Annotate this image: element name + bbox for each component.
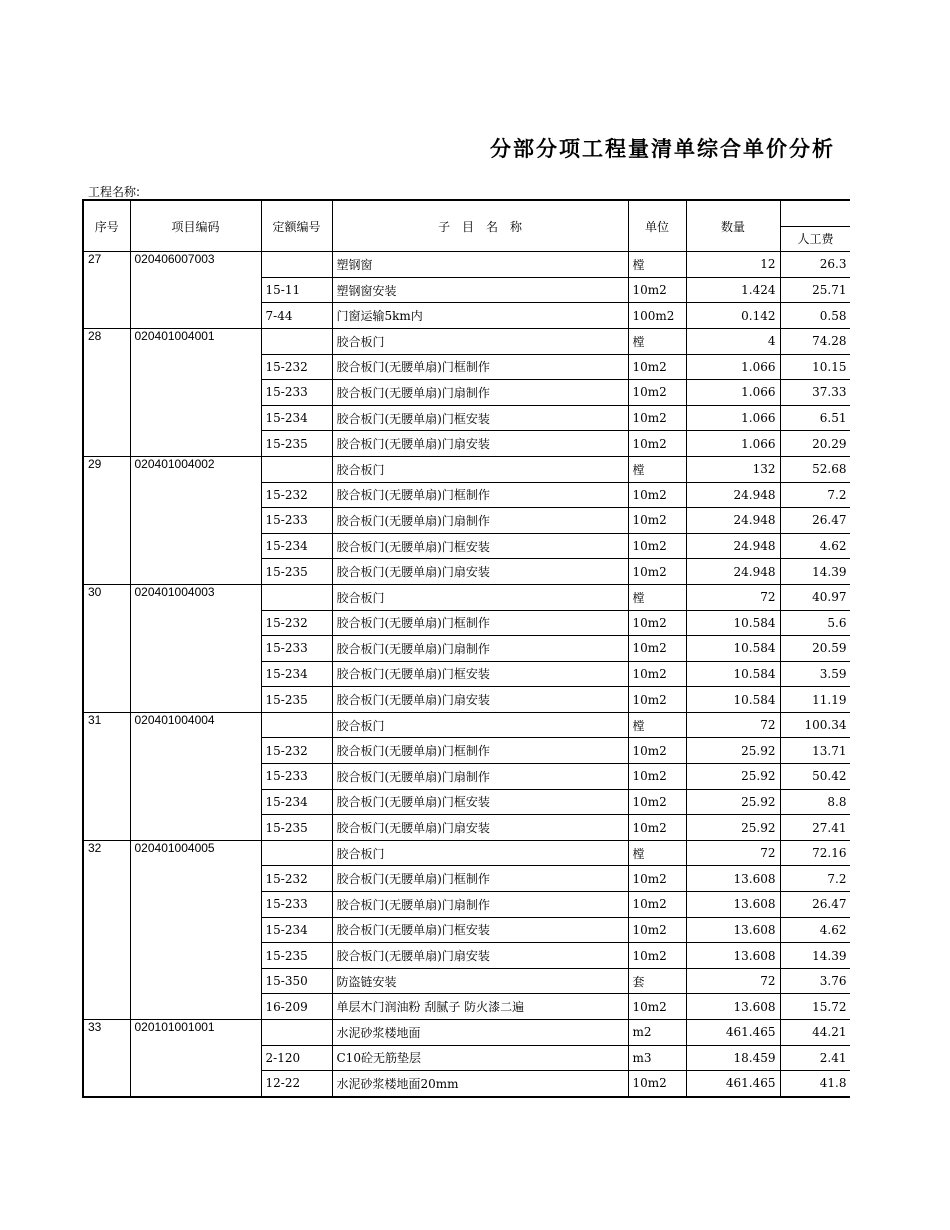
header-seq: 序号	[83, 200, 130, 252]
header-item-code: 项目编码	[130, 200, 261, 252]
cell-name: C10砼无筋垫层	[332, 1045, 628, 1071]
cell-quota-code: 7-44	[261, 303, 332, 329]
cell-seq: 28	[83, 328, 130, 456]
cell-qty: 13.608	[686, 917, 780, 943]
cell-seq: 30	[83, 584, 130, 712]
cell-name: 胶合板门(无腰单扇)门扇制作	[332, 764, 628, 790]
cell-unit: 10m2	[628, 815, 686, 841]
header-cost-group	[780, 200, 850, 226]
cell-item-code: 020406007003	[130, 252, 261, 329]
cell-qty: 1.424	[686, 277, 780, 303]
cell-name: 胶合板门(无腰单扇)门扇安装	[332, 687, 628, 713]
cell-quota-code	[261, 252, 332, 278]
cell-seq: 33	[83, 1020, 130, 1097]
cell-item-code: 020401004002	[130, 456, 261, 584]
page-title: 分部分项工程量清单综合单价分析	[490, 136, 835, 161]
table-row	[83, 456, 850, 482]
cell-qty: 10.584	[686, 610, 780, 636]
cell-labor: 27.41	[780, 815, 850, 841]
cell-unit: 樘	[628, 328, 686, 354]
cell-unit: 樘	[628, 584, 686, 610]
cell-qty: 25.92	[686, 815, 780, 841]
cell-qty: 72	[686, 968, 780, 994]
cell-qty: 72	[686, 712, 780, 738]
cell-quota-code: 16-209	[261, 994, 332, 1020]
cell-quota-code: 15-350	[261, 968, 332, 994]
cell-name: 胶合板门(无腰单扇)门框制作	[332, 738, 628, 764]
cell-quota-code: 15-232	[261, 866, 332, 892]
cell-name: 胶合板门(无腰单扇)门扇制作	[332, 508, 628, 534]
project-name-label: 工程名称:	[88, 185, 141, 199]
cell-qty: 10.584	[686, 687, 780, 713]
header-name: 子 目 名 称	[332, 200, 628, 252]
cell-quota-code: 15-232	[261, 610, 332, 636]
analysis-table-viewport	[82, 199, 850, 1098]
cell-quota-code	[261, 712, 332, 738]
cell-labor: 14.39	[780, 943, 850, 969]
cell-name: 胶合板门(无腰单扇)门框安装	[332, 661, 628, 687]
cell-quota-code: 15-233	[261, 764, 332, 790]
cell-labor: 37.33	[780, 380, 850, 406]
cell-labor: 44.21	[780, 1020, 850, 1046]
cell-name: 胶合板门(无腰单扇)门框安装	[332, 789, 628, 815]
cell-unit: 10m2	[628, 764, 686, 790]
cell-quota-code: 15-234	[261, 405, 332, 431]
cell-quota-code: 15-233	[261, 508, 332, 534]
cell-labor: 4.62	[780, 533, 850, 559]
cell-labor: 14.39	[780, 559, 850, 585]
cell-unit: 10m2	[628, 943, 686, 969]
cell-name: 塑钢窗安装	[332, 277, 628, 303]
cell-name: 单层木门润油粉 刮腻子 防火漆二遍	[332, 994, 628, 1020]
cell-seq: 27	[83, 252, 130, 329]
cell-qty: 13.608	[686, 892, 780, 918]
cell-qty: 461.465	[686, 1020, 780, 1046]
table-row	[83, 584, 850, 610]
cell-name: 胶合板门(无腰单扇)门框安装	[332, 917, 628, 943]
cell-name: 水泥砂浆楼地面20mm	[332, 1071, 628, 1097]
cell-quota-code: 15-11	[261, 277, 332, 303]
cell-labor: 20.29	[780, 431, 850, 457]
cell-name: 胶合板门(无腰单扇)门框制作	[332, 610, 628, 636]
cell-quota-code: 15-232	[261, 482, 332, 508]
cell-quota-code: 2-120	[261, 1045, 332, 1071]
cell-name: 胶合板门	[332, 840, 628, 866]
cell-unit: 10m2	[628, 917, 686, 943]
cell-unit: 樘	[628, 456, 686, 482]
cell-unit: 樘	[628, 712, 686, 738]
cell-name: 胶合板门(无腰单扇)门扇制作	[332, 636, 628, 662]
cell-name: 胶合板门(无腰单扇)门扇制作	[332, 380, 628, 406]
cell-qty: 72	[686, 584, 780, 610]
cell-qty: 461.465	[686, 1071, 780, 1097]
cell-qty: 13.608	[686, 866, 780, 892]
cell-seq: 29	[83, 456, 130, 584]
cell-name: 胶合板门	[332, 584, 628, 610]
cell-labor: 50.42	[780, 764, 850, 790]
cell-seq: 31	[83, 712, 130, 840]
cell-labor: 25.71	[780, 277, 850, 303]
cell-unit: 10m2	[628, 687, 686, 713]
cell-quota-code: 12-22	[261, 1071, 332, 1097]
cell-quota-code: 15-235	[261, 687, 332, 713]
cell-qty: 10.584	[686, 661, 780, 687]
cell-quota-code: 15-232	[261, 354, 332, 380]
cell-labor: 4.62	[780, 917, 850, 943]
cell-name: 胶合板门	[332, 328, 628, 354]
cell-unit: 10m2	[628, 380, 686, 406]
cell-qty: 25.92	[686, 738, 780, 764]
cell-name: 胶合板门(无腰单扇)门扇安装	[332, 431, 628, 457]
cell-unit: 套	[628, 968, 686, 994]
cell-qty: 24.948	[686, 533, 780, 559]
cell-qty: 12	[686, 252, 780, 278]
cell-labor: 100.34	[780, 712, 850, 738]
cell-name: 塑钢窗	[332, 252, 628, 278]
cell-labor: 3.59	[780, 661, 850, 687]
cell-labor: 20.59	[780, 636, 850, 662]
cell-item-code: 020401004003	[130, 584, 261, 712]
cell-unit: 10m2	[628, 636, 686, 662]
cell-qty: 10.584	[686, 636, 780, 662]
cell-unit: 10m2	[628, 533, 686, 559]
cell-unit: 10m2	[628, 354, 686, 380]
cell-seq: 32	[83, 840, 130, 1019]
cell-quota-code	[261, 584, 332, 610]
cell-qty: 1.066	[686, 380, 780, 406]
cell-unit: 10m2	[628, 661, 686, 687]
cell-qty: 18.459	[686, 1045, 780, 1071]
cell-labor: 26.3	[780, 252, 850, 278]
cell-qty: 132	[686, 456, 780, 482]
cell-quota-code: 15-233	[261, 892, 332, 918]
cell-qty: 24.948	[686, 559, 780, 585]
cell-name: 胶合板门(无腰单扇)门扇安装	[332, 559, 628, 585]
cell-unit: 10m2	[628, 482, 686, 508]
cell-qty: 13.608	[686, 994, 780, 1020]
cell-name: 胶合板门	[332, 456, 628, 482]
cell-qty: 25.92	[686, 789, 780, 815]
cell-item-code: 020101001001	[130, 1020, 261, 1097]
table-body	[83, 252, 850, 1097]
cell-unit: 10m2	[628, 994, 686, 1020]
table-row	[83, 840, 850, 866]
header-quota-code: 定额编号	[261, 200, 332, 252]
cell-labor: 10.15	[780, 354, 850, 380]
cell-labor: 7.2	[780, 866, 850, 892]
cell-labor: 13.71	[780, 738, 850, 764]
cell-quota-code: 15-233	[261, 380, 332, 406]
cell-item-code: 020401004004	[130, 712, 261, 840]
cell-unit: 10m2	[628, 405, 686, 431]
cell-unit: 樘	[628, 252, 686, 278]
cell-qty: 13.608	[686, 943, 780, 969]
cell-labor: 6.51	[780, 405, 850, 431]
cell-unit: 10m2	[628, 559, 686, 585]
cell-quota-code: 15-234	[261, 917, 332, 943]
cell-quota-code: 15-235	[261, 943, 332, 969]
cell-qty: 1.066	[686, 405, 780, 431]
cell-name: 胶合板门(无腰单扇)门框制作	[332, 354, 628, 380]
cell-name: 防盗链安装	[332, 968, 628, 994]
cell-quota-code	[261, 840, 332, 866]
cell-unit: 10m2	[628, 789, 686, 815]
cell-labor: 72.16	[780, 840, 850, 866]
cell-qty: 1.066	[686, 431, 780, 457]
cell-unit: m2	[628, 1020, 686, 1046]
cell-quota-code	[261, 1020, 332, 1046]
cell-quota-code: 15-234	[261, 789, 332, 815]
cell-unit: 10m2	[628, 508, 686, 534]
cell-labor: 5.6	[780, 610, 850, 636]
cell-name: 水泥砂浆楼地面	[332, 1020, 628, 1046]
cell-labor: 52.68	[780, 456, 850, 482]
cell-qty: 0.142	[686, 303, 780, 329]
cell-quota-code: 15-235	[261, 431, 332, 457]
cell-quota-code: 15-234	[261, 661, 332, 687]
cell-quota-code	[261, 328, 332, 354]
table-row	[83, 252, 850, 278]
cell-name: 胶合板门(无腰单扇)门框制作	[332, 866, 628, 892]
cell-quota-code: 15-235	[261, 815, 332, 841]
cell-labor: 26.47	[780, 892, 850, 918]
cell-name: 胶合板门(无腰单扇)门框安装	[332, 533, 628, 559]
header-qty: 数量	[686, 200, 780, 252]
analysis-table	[82, 199, 850, 1098]
table-row	[83, 1020, 850, 1046]
cell-name: 胶合板门(无腰单扇)门扇安装	[332, 943, 628, 969]
cell-labor: 7.2	[780, 482, 850, 508]
cell-qty: 25.92	[686, 764, 780, 790]
cell-labor: 41.8	[780, 1071, 850, 1097]
cell-labor: 2.41	[780, 1045, 850, 1071]
cell-labor: 8.8	[780, 789, 850, 815]
cell-qty: 24.948	[686, 508, 780, 534]
table-row	[83, 328, 850, 354]
cell-unit: m3	[628, 1045, 686, 1071]
cell-name: 胶合板门(无腰单扇)门扇制作	[332, 892, 628, 918]
cell-unit: 10m2	[628, 892, 686, 918]
cell-unit: 10m2	[628, 431, 686, 457]
cell-name: 胶合板门(无腰单扇)门扇安装	[332, 815, 628, 841]
cell-quota-code	[261, 456, 332, 482]
cell-name: 门窗运输5km内	[332, 303, 628, 329]
cell-quota-code: 15-233	[261, 636, 332, 662]
table-row	[83, 712, 850, 738]
cell-qty: 1.066	[686, 354, 780, 380]
cell-labor: 11.19	[780, 687, 850, 713]
header-labor: 人工费	[780, 226, 850, 252]
cell-labor: 26.47	[780, 508, 850, 534]
cell-unit: 10m2	[628, 610, 686, 636]
cell-qty: 4	[686, 328, 780, 354]
cell-unit: 100m2	[628, 303, 686, 329]
cell-labor: 15.72	[780, 994, 850, 1020]
cell-unit: 10m2	[628, 738, 686, 764]
cell-name: 胶合板门	[332, 712, 628, 738]
cell-name: 胶合板门(无腰单扇)门框制作	[332, 482, 628, 508]
cell-quota-code: 15-235	[261, 559, 332, 585]
cell-qty: 72	[686, 840, 780, 866]
cell-quota-code: 15-234	[261, 533, 332, 559]
cell-item-code: 020401004001	[130, 328, 261, 456]
cell-item-code: 020401004005	[130, 840, 261, 1019]
cell-qty: 24.948	[686, 482, 780, 508]
cell-labor: 3.76	[780, 968, 850, 994]
cell-unit: 10m2	[628, 1071, 686, 1097]
cell-labor: 40.97	[780, 584, 850, 610]
cell-name: 胶合板门(无腰单扇)门框安装	[332, 405, 628, 431]
cell-unit: 10m2	[628, 866, 686, 892]
cell-unit: 10m2	[628, 277, 686, 303]
header-unit: 单位	[628, 200, 686, 252]
cell-labor: 0.58	[780, 303, 850, 329]
cell-unit: 樘	[628, 840, 686, 866]
cell-labor: 74.28	[780, 328, 850, 354]
cell-quota-code: 15-232	[261, 738, 332, 764]
